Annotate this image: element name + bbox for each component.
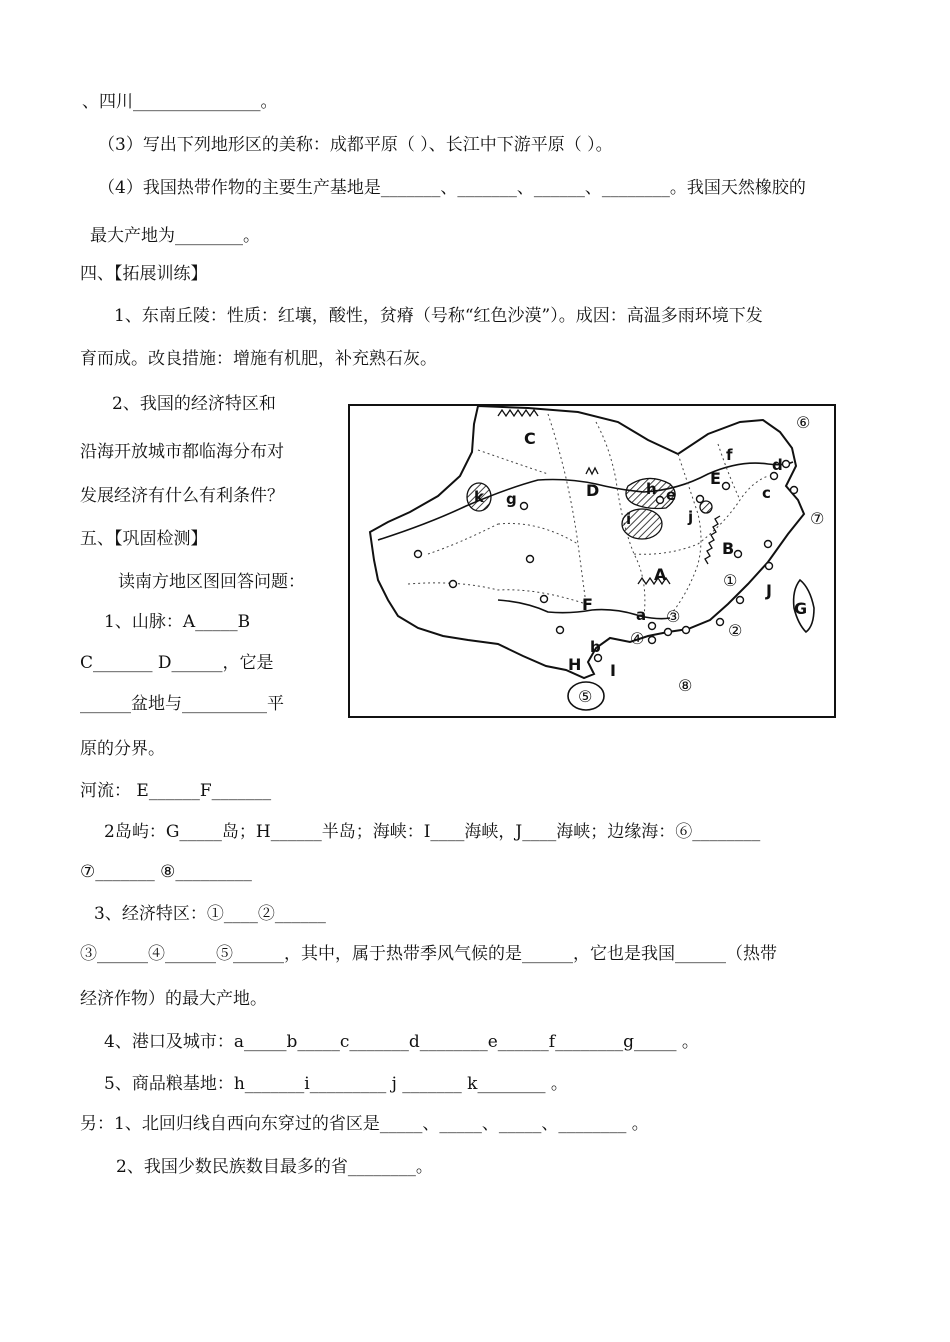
label-5: ⑤ — [578, 687, 593, 706]
section-heading-check: 五、【巩固检测】 — [80, 529, 208, 549]
label-b: b — [590, 638, 601, 656]
label-f: f — [726, 446, 733, 464]
question-minorities: 2、我国少数民族数目最多的省________。 — [116, 1157, 433, 1177]
label-8: ⑧ — [678, 676, 693, 695]
question-mountains-2: C_______ D______，它是 — [80, 653, 274, 673]
label-G: G — [794, 599, 808, 618]
label-E: E — [710, 469, 721, 488]
label-4: ④ — [630, 629, 645, 648]
text-line-sichuan: 、四川_______________。 — [82, 92, 278, 112]
text-line-hills-1: 1、东南丘陵：性质：红壤，酸性，贫瘠（号称“红色沙漠”）。成因：高温多雨环境下发 — [114, 306, 763, 326]
label-k: k — [474, 488, 484, 506]
text-line-landform-names: （3）写出下列地形区的美称：成都平原（ ）、长江中下游平原（ ）。 — [98, 135, 613, 155]
text-line-hills-2: 育而成。改良措施：增施有机肥，补充熟石灰。 — [80, 349, 437, 369]
text-line-tropical-crops: （4）我国热带作物的主要生产基地是_______、_______、______、________。我国天然橡胶的 — [98, 178, 806, 198]
label-H: H — [568, 655, 582, 674]
question-zones-2: 沿海开放城市都临海分布对 — [80, 442, 284, 462]
question-zones-1: 2、我国的经济特区和 — [112, 394, 276, 414]
label-F: F — [582, 595, 593, 614]
question-islands: 2岛屿：G_____岛；H______半岛；海峡：I____海峡，J____海峡；边缘海：⑥________ — [104, 822, 761, 842]
label-D: D — [586, 481, 600, 500]
label-J: J — [766, 581, 772, 600]
text-line-rubber: 最大产地为________。 — [90, 226, 260, 246]
question-zones-3: 发展经济有什么有利条件？ — [80, 486, 284, 506]
question-grain-bases: 5、商品粮基地：h_______i_________ j _______ k________ 。 — [104, 1074, 568, 1094]
question-zones-c: 经济作物）的最大产地。 — [80, 989, 267, 1009]
label-1: ① — [723, 571, 738, 590]
label-A: A — [654, 565, 667, 584]
question-tropic: 另：1、北回归线自西向东穿过的省区是_____、_____、_____、________ 。 — [80, 1114, 649, 1134]
question-seas: ⑦_______ ⑧_________ — [80, 862, 252, 882]
label-e: e — [666, 486, 677, 504]
question-zones-a: 3、经济特区：①____②______ — [94, 904, 326, 924]
label-h: h — [646, 480, 657, 498]
question-mountains-3: ______盆地与__________平 — [80, 694, 284, 714]
label-j: j — [688, 508, 694, 526]
label-7: ⑦ — [810, 509, 825, 528]
section-heading-extension: 四、【拓展训练】 — [80, 264, 208, 284]
question-mountains-1: 1、山脉：A_____B — [104, 612, 251, 632]
label-I: I — [610, 661, 616, 680]
question-zones-b: ③______④______⑤______，其中，属于热带季风气候的是______，它也是我国______（热带 — [80, 944, 777, 964]
label-C-nanling-top: C — [524, 429, 536, 448]
question-mountains-4: 原的分界。 — [80, 739, 165, 759]
question-rivers: 河流： E______F_______ — [80, 781, 272, 801]
label-i: i — [626, 510, 632, 528]
label-6: ⑥ — [796, 413, 811, 432]
label-g: g — [506, 490, 517, 508]
label-c: c — [762, 484, 771, 502]
label-a: a — [636, 606, 647, 624]
south-china-map — [348, 404, 836, 718]
label-3: ③ — [666, 607, 681, 626]
label-2: ② — [728, 621, 743, 640]
text-line-read-map: 读南方地区图回答问题： — [118, 572, 305, 592]
label-d: d — [772, 456, 783, 474]
question-ports: 4、港口及城市：a_____b_____c_______d________e______f________g_____ 。 — [104, 1032, 699, 1052]
label-B: B — [722, 539, 735, 558]
